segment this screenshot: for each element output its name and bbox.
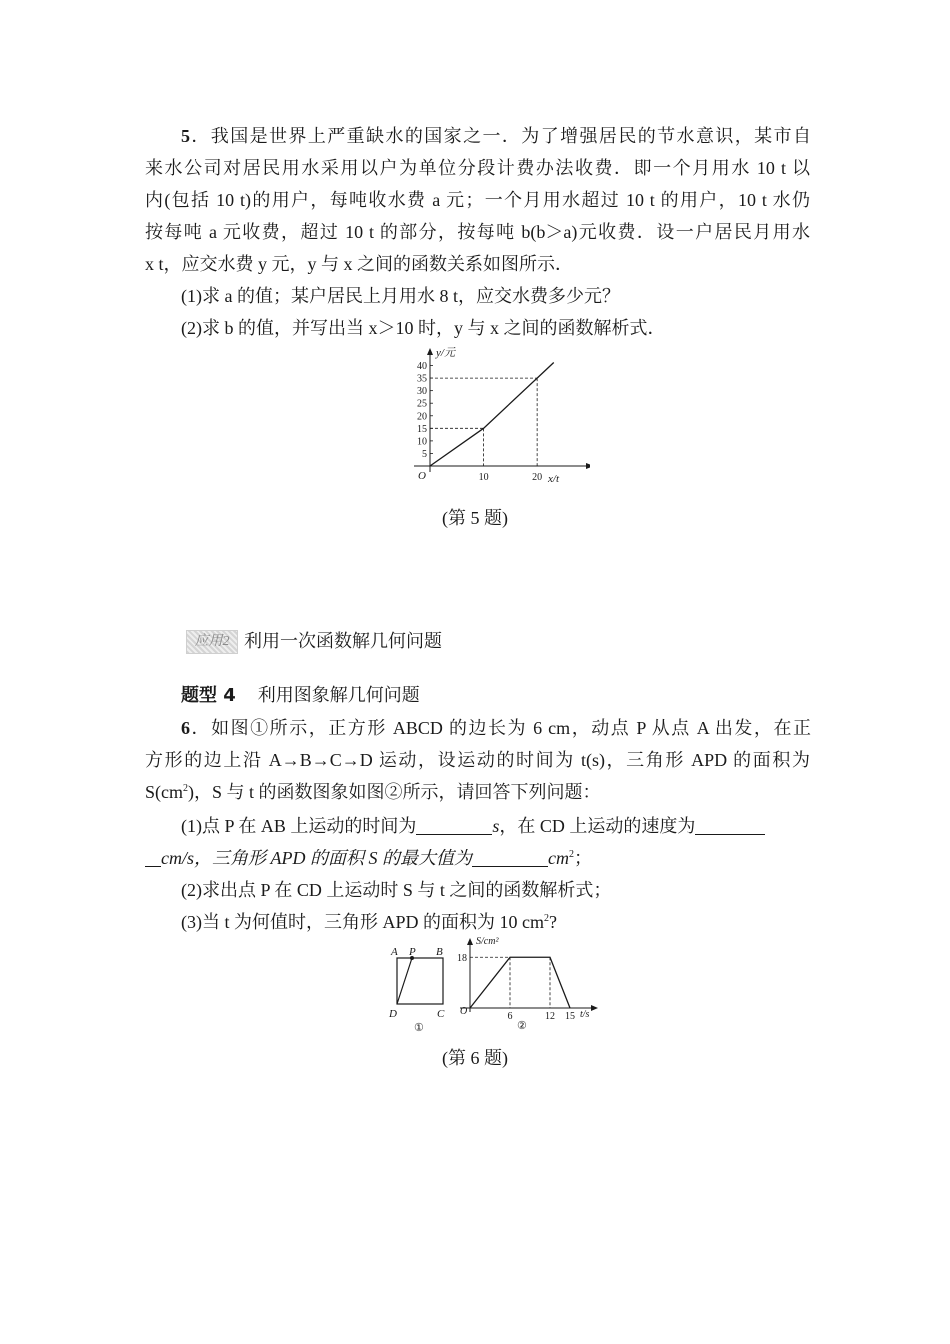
y-tick-label-20: 20 bbox=[417, 411, 427, 423]
q6-text-3a: S(cm bbox=[145, 782, 183, 802]
y-tick-label-25: 25 bbox=[417, 398, 427, 410]
y-tick-label-10: 10 bbox=[417, 436, 427, 448]
x-tick-label-12: 12 bbox=[545, 1011, 555, 1022]
q6-chart-axes bbox=[460, 938, 598, 1012]
q6-chart-origin: O bbox=[460, 1006, 468, 1017]
q5-chart-xlabel: x/t bbox=[548, 473, 559, 485]
q5-chart bbox=[400, 340, 590, 490]
label-b: B bbox=[436, 946, 443, 958]
x-tick-label-20: 20 bbox=[532, 472, 543, 483]
q6-sub-2: (2)求出点 P 在 CD 上运动时 S 与 t 之间的函数解析式； bbox=[181, 880, 612, 900]
type4-title: 利用图象解几何问题 bbox=[257, 685, 420, 706]
q5-text-1: ．我国是世界上严重缺水的国家之一．为了增强居民的节水意识，某市自 bbox=[190, 126, 811, 146]
y-axis-arrow bbox=[427, 348, 433, 355]
section-banner: 应用2 bbox=[186, 630, 238, 654]
q6-line-2: 方形的边上沿 A→B→C→D 运动，设运动的时间为 t(s)，三角形 APD 的面积为 bbox=[145, 750, 810, 770]
label-d: D bbox=[389, 1008, 397, 1020]
q5-chart-guides bbox=[430, 378, 537, 466]
y-tick-label-40: 40 bbox=[417, 361, 427, 373]
label-a: A bbox=[391, 946, 398, 958]
type4-label: 题型 4 bbox=[181, 685, 236, 706]
x-axis-arrow bbox=[586, 463, 590, 469]
q6-text-1: ．如图①所示，正方形 ABCD 的边长为 6 cm，动点 P 从点 A 出发，在正 bbox=[190, 718, 811, 738]
q5-line-4: 按每吨 a 元收费，超过 10 t 的部分，按每吨 b(b＞a)元收费．设一户居民月用水 bbox=[145, 222, 810, 242]
q6-chart-ticks bbox=[457, 953, 575, 1022]
q6-sub-1-cont bbox=[145, 846, 810, 870]
y-tick-label-30: 30 bbox=[417, 386, 427, 398]
q5-sub-1: (1)求 a 的值；某户居民上月用水 8 t，应交水费多少元？ bbox=[181, 286, 620, 306]
q6-line-3 bbox=[145, 780, 810, 804]
q5-chart-axes bbox=[414, 348, 590, 472]
answer-blank-3[interactable] bbox=[472, 848, 548, 867]
answer-blank-1[interactable] bbox=[416, 816, 492, 835]
q6-chart-series bbox=[470, 957, 570, 1008]
q6-sub3-sup: 2 bbox=[544, 913, 549, 924]
q6-sub3-end: ? bbox=[549, 912, 557, 932]
q6-sub1-text-b: ，在 CD 上运动的速度为 bbox=[499, 816, 696, 836]
q6-chart-guides bbox=[470, 957, 550, 1008]
x-tick-label-10: 10 bbox=[478, 472, 489, 483]
y-tick-label-5: 5 bbox=[422, 448, 427, 460]
q6-figure-2-chart bbox=[454, 934, 604, 1034]
figure-2-caption: ② bbox=[517, 1020, 527, 1032]
q5-chart-ylabel: y/元 bbox=[436, 347, 455, 359]
y-tick-label-18: 18 bbox=[457, 952, 467, 964]
q6-sub1-text-a: (1)点 P 在 AB 上运动的时间为 bbox=[181, 816, 417, 836]
y-axis-arrow bbox=[467, 938, 473, 945]
y-tick-label-35: 35 bbox=[417, 373, 427, 385]
q6-sub3-text: (3)当 t 为何值时，三角形 APD 的面积为 10 cm bbox=[181, 912, 544, 932]
q6-sub1-text-c: cm/s，三角形 APD 的面积 S 的最大值为 bbox=[161, 848, 472, 868]
q6-sup-3: 2 bbox=[183, 783, 188, 794]
q5-line-3: 内(包括 10 t)的用户，每吨收水费 a 元；一个月用水超过 10 t 的用户，10 t 水仍 bbox=[145, 190, 810, 210]
q5-sub-2: (2)求 b 的值，并写出当 x＞10 时，y 与 x 之间的函数解析式． bbox=[181, 318, 666, 338]
series-line-0 bbox=[470, 957, 570, 1008]
q6-sub1-sup: 2 bbox=[568, 849, 574, 860]
x-tick-label-15: 15 bbox=[565, 1011, 575, 1022]
q6-sub-1 bbox=[181, 814, 811, 838]
x-axis-arrow bbox=[591, 1005, 598, 1011]
q6-sub1-end: ； bbox=[573, 848, 592, 868]
q5-chart-ticks bbox=[417, 361, 542, 483]
q6-sub-3 bbox=[181, 910, 811, 934]
label-p: P bbox=[409, 946, 416, 958]
segment-dp bbox=[397, 958, 412, 1004]
q5-line-2: 来水公司对居民用水采用以户为单位分段计费办法收费．即一个月用水 10 t 以 bbox=[145, 158, 810, 178]
x-tick-label-6: 6 bbox=[507, 1011, 513, 1022]
q5-number: 5 bbox=[181, 126, 190, 146]
q6-number: 6 bbox=[181, 718, 190, 738]
q6-chart-ylabel: S/cm² bbox=[476, 936, 499, 947]
answer-blank-2-cont[interactable] bbox=[145, 848, 161, 867]
q5-caption: (第 5 题) bbox=[442, 508, 508, 528]
q6-line-1 bbox=[181, 716, 811, 740]
y-tick-label-15: 15 bbox=[417, 423, 427, 435]
q6-sub1-unit-cm: cm bbox=[547, 848, 569, 868]
label-c: C bbox=[437, 1008, 445, 1020]
q5-line-1 bbox=[181, 124, 811, 148]
q6-figure-1-square bbox=[384, 944, 454, 1034]
q6-text-3b: )，S 与 t 的函数图象如图②所示，请回答下列问题： bbox=[188, 782, 601, 802]
q6-chart-xlabel: t/s bbox=[580, 1009, 590, 1020]
q6-caption: (第 6 题) bbox=[442, 1048, 508, 1068]
q5-line-5: x t，应交水费 y 元，y 与 x 之间的函数关系如图所示． bbox=[145, 254, 573, 274]
type4-heading bbox=[181, 684, 811, 708]
q6-sub1-unit-s: s bbox=[492, 816, 500, 836]
figure-1-caption: ① bbox=[414, 1022, 424, 1034]
answer-blank-2[interactable] bbox=[695, 816, 765, 835]
section-title: 利用一次函数解几何问题 bbox=[244, 631, 442, 652]
q5-chart-origin: O bbox=[418, 470, 426, 482]
